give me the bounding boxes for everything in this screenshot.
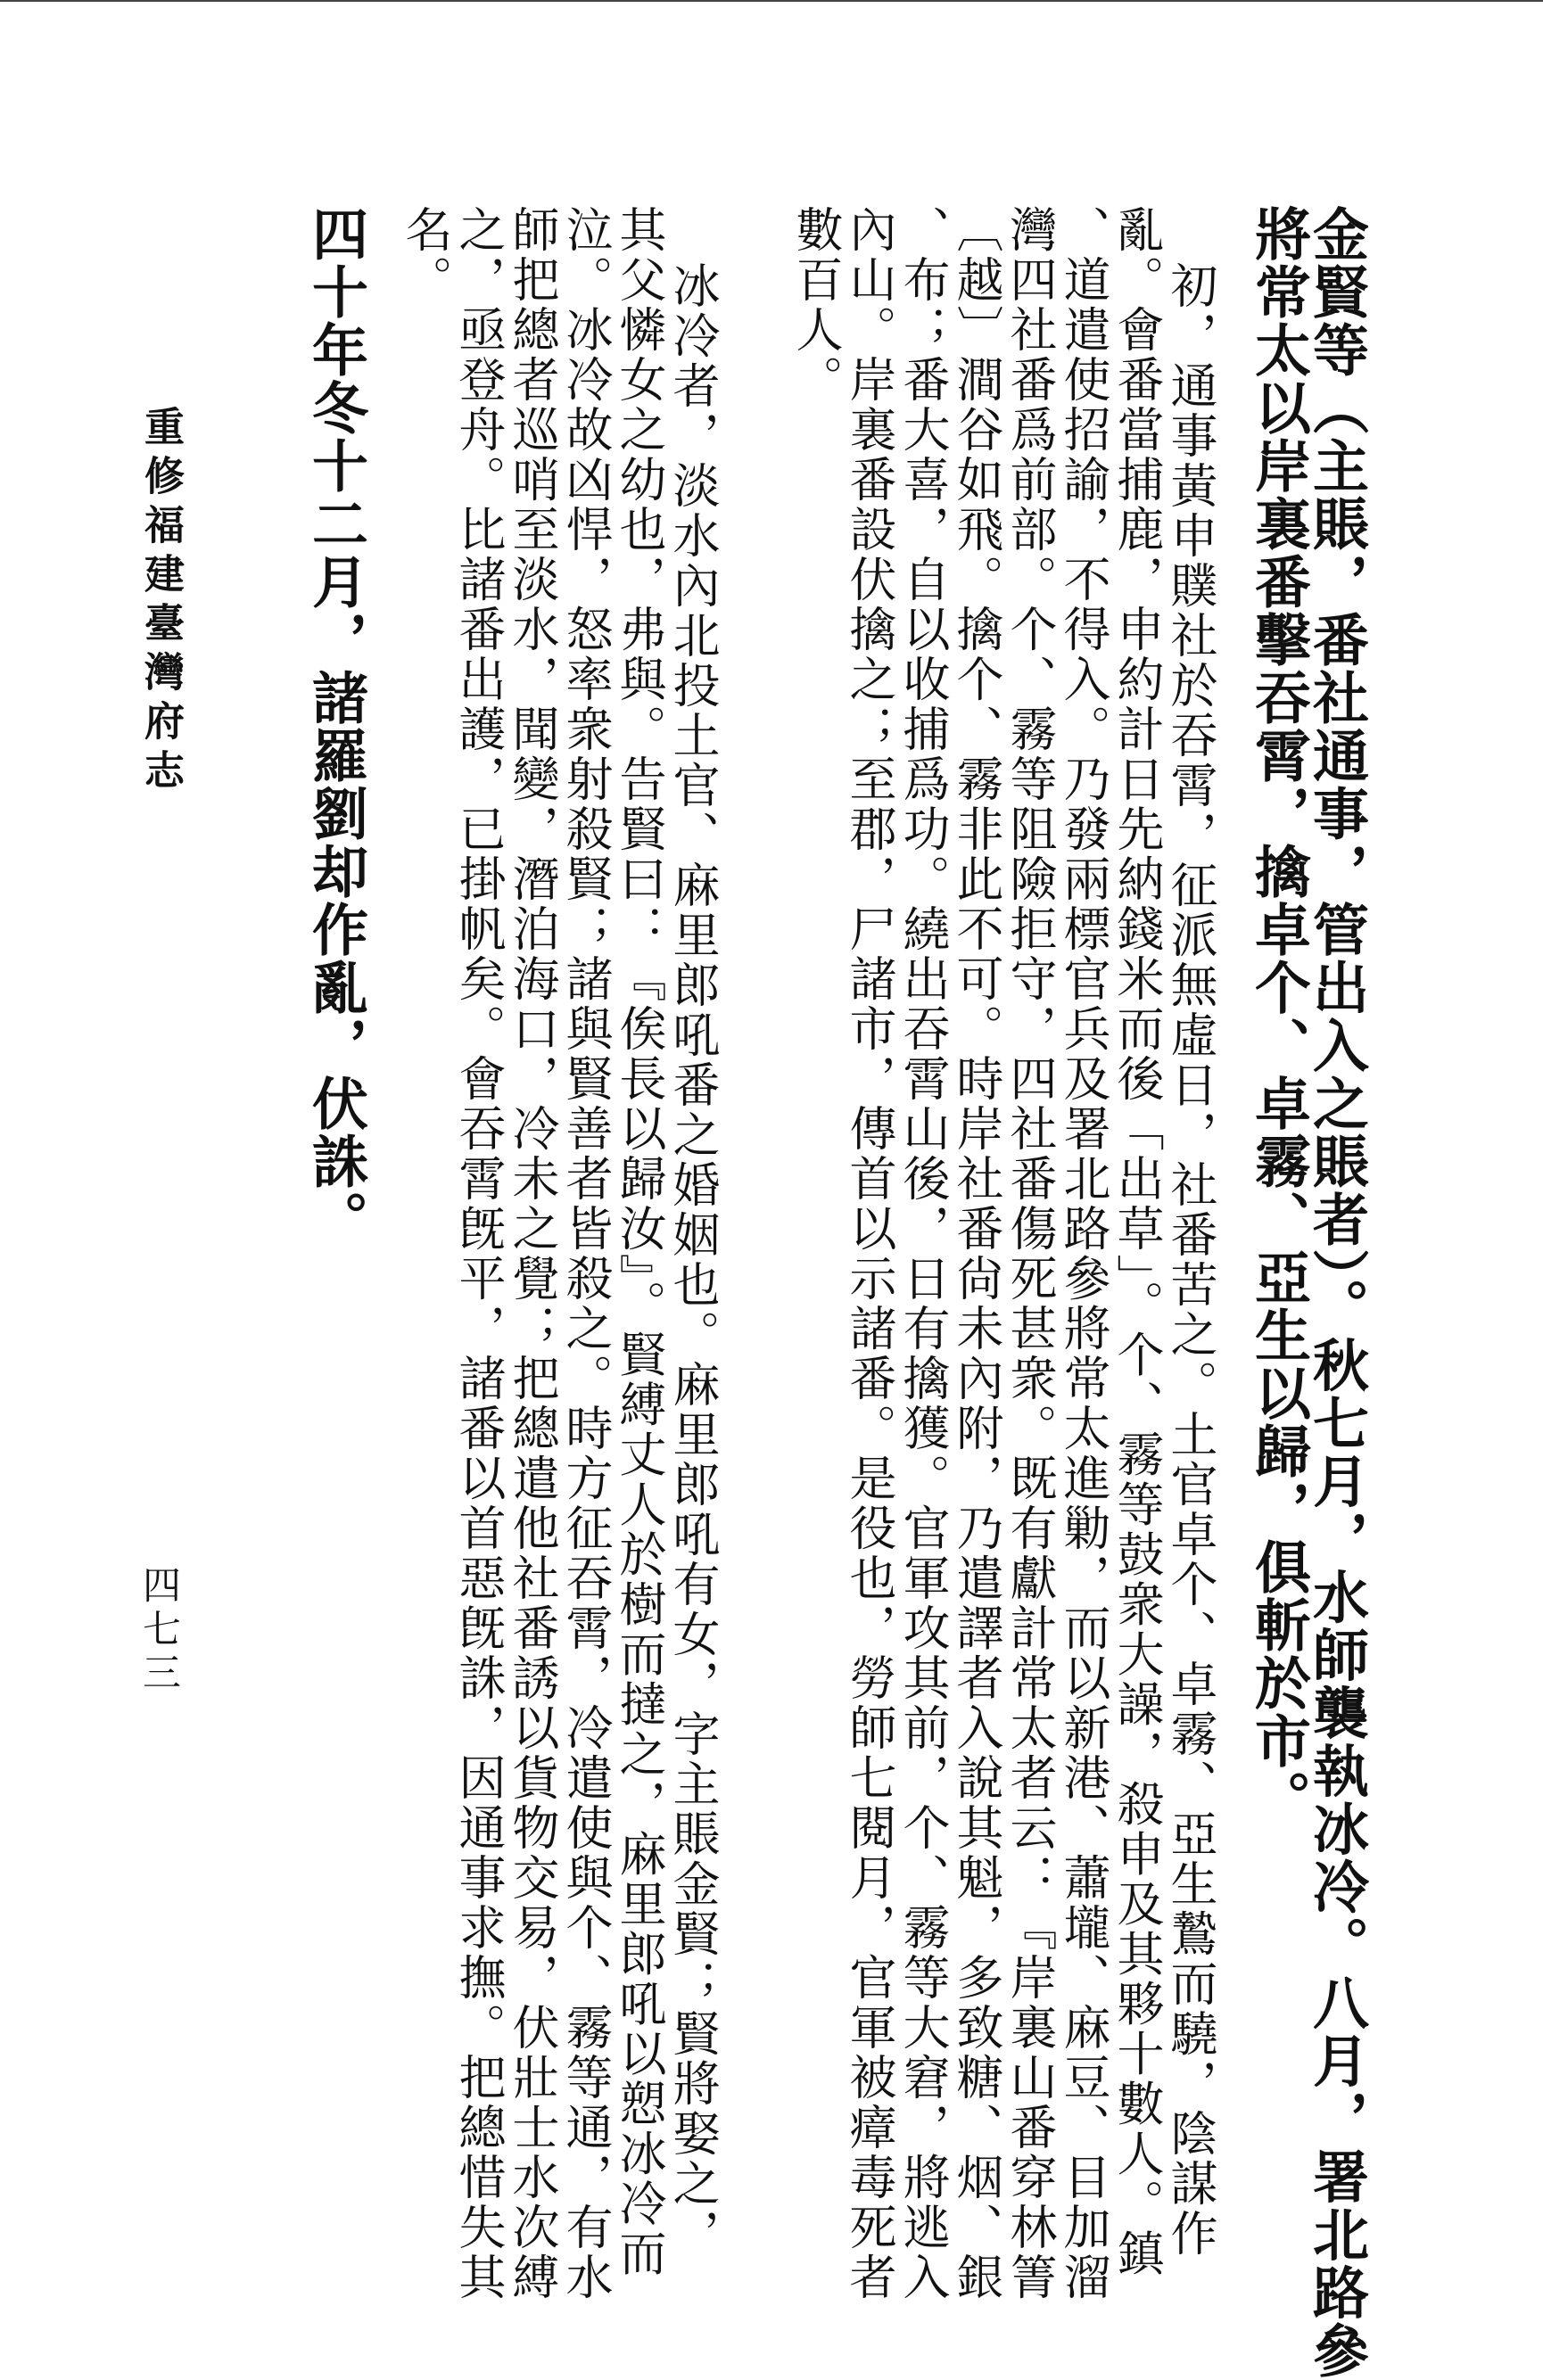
text-column: 、布；番大喜，自以收捕爲功。繞出吞霄山後，日有擒獲。官軍攻其前，个、霧等大窘，將逃入 [895,205,950,2302]
text-column: 數百人。 [788,205,843,405]
text-column: 泣。冰冷故凶悍，怒率衆射殺賢；諸與賢善者皆殺之。時方征吞霄，冷遣使與个、霧等通，有水 [558,205,613,2302]
text-column: 金賢等（主賬，番社通事，管出入之賬者）。秋七月，水師襲執冰冷。八月，署北路參 [1304,205,1370,2380]
page-number: 四七三 [136,1565,181,1696]
text-column: 其父憐女之幼也，弗與。告賢曰：『俟長以歸汝』。賢縛丈人於樹而撻之，麻里郎吼以愬冰冷而 [612,205,666,2279]
text-column: 冰冷者，淡水內北投土官、麻里郎吼番之婚姻也。麻里郎吼有女，字主賬金賢；賢將娶之， [665,261,720,2259]
running-title: 重修福建臺灣府志 [137,406,185,798]
text-column: 將常太以岸裏番擊吞霄，擒卓个、卓霧、亞生以歸，俱斬於市。 [1246,205,1312,1828]
text-column: 〔越〕澗谷如飛。擒个、霧非此不可。時岸社番尙未內附，乃遣譯者入說其魁，多致糖、烟、銀 [949,205,1003,2302]
text-column: 灣四社番爲前部。个、霧等阻險拒守，四社番傷死甚衆。既有獻計常太者云：『岸裏山番穿林箐 [1003,205,1057,2302]
text-column: 四十年冬十二月，諸羅劉却作亂，伏誅。 [303,205,369,1248]
text-column: 師把總者巡哨至淡水，聞變，潛泊海口，冷未之覺；把總遣他社番誘以貨物交易，伏壯士水次縛 [505,205,559,2302]
text-column: 內山。岸裏番設伏擒之；至郡，尸諸市，傳首以示諸番。是役也，勞師七閱月，官軍被瘴毒死者 [842,205,896,2302]
text-column: 初，通事黃申贌社於吞霄，征派無虛日，社番苦之。土官卓个、卓霧、亞生鷙而驍，陰謀作 [1163,261,1217,2259]
text-column: 亂。會番當捕鹿，申約計日先納錢米而後「出草」。个、霧等鼓衆大譟，殺申及其夥十數人。鎮 [1110,205,1164,2279]
text-column: 之，亟登舟。比諸番出護，已掛帆矣。會吞霄旣平，諸番以首惡旣誅，因通事求撫。把總惜失其 [451,205,506,2302]
text-column: 、道遣使招諭，不得入。乃發兩標官兵及署北路參將常太進勦，而以新港、蕭壠、麻豆、目加溜 [1056,205,1110,2302]
top-border-line [0,0,1543,2]
text-column: 名。 [398,205,452,305]
